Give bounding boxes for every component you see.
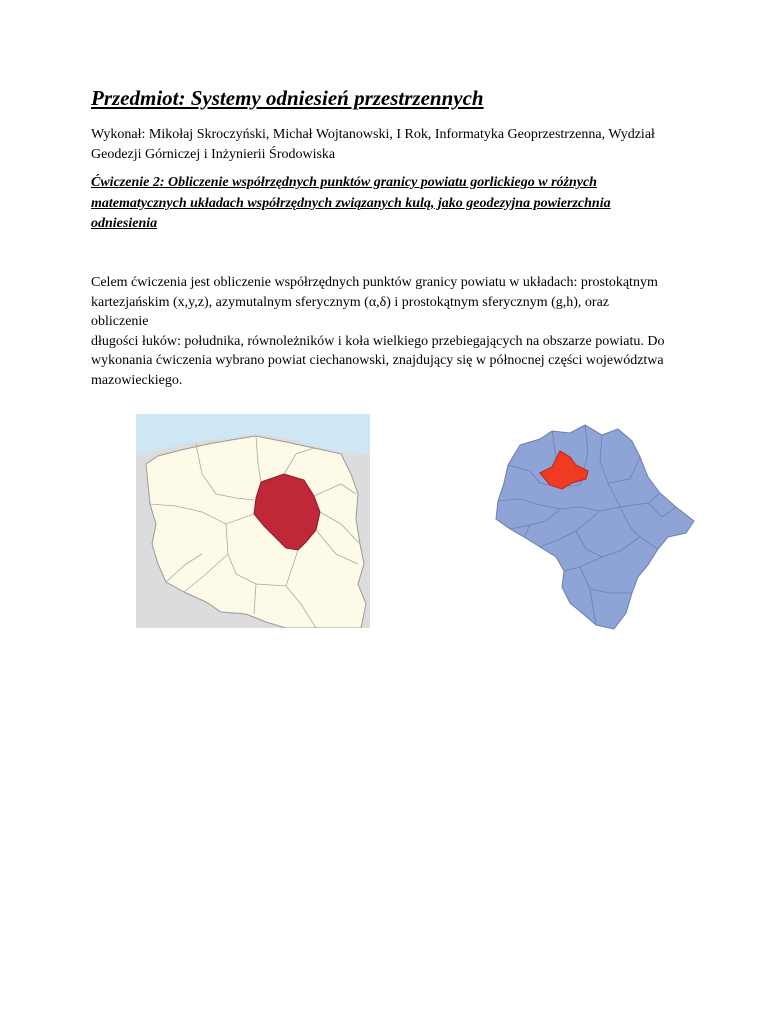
intro-line: Celem ćwiczenia jest obliczenie współrzędnych punktów granicy powiatu w układach: prostokątnym [91, 275, 658, 290]
subject-title: Przedmiot: Systemy odniesień przestrzennych [91, 86, 484, 110]
intro-paragraph [91, 273, 691, 390]
intro-line: mazowieckiego. [91, 372, 183, 388]
intro-line: wykonania ćwiczenia wybrano powiat ciechanowski, znajdujący się w północnej części województwa [91, 353, 664, 368]
mazowieckie-map-image [490, 417, 700, 632]
intro-line: długości łuków: południka, równoleżników i koła wielkiego przebiegających na obszarze powiatu. Do [91, 333, 665, 349]
poland-map-image [136, 414, 370, 628]
intro-line: kartezjańskim (x,y,z), azymutalnym sferycznym (α,δ) i prostokątnym sferycznym (g,h), oraz [91, 294, 610, 310]
intro-line: obliczenie [91, 314, 149, 329]
author-line: Wykonał: Mikołaj Skroczyński, Michał Wojtanowski, I Rok, Informatyka Geoprzestrzenna, Wydział Geodezji Górniczej i Inżynierii Środowiska [91, 127, 655, 162]
exercise-heading: Ćwiczenie 2: Obliczenie współrzędnych punktów granicy powiatu gorlickiego w różnych matematycznych układach współrzędnych związanych kulą, jako geodezyjna powierzchnia odniesienia [91, 175, 611, 231]
voivodeship-outline [496, 425, 694, 629]
